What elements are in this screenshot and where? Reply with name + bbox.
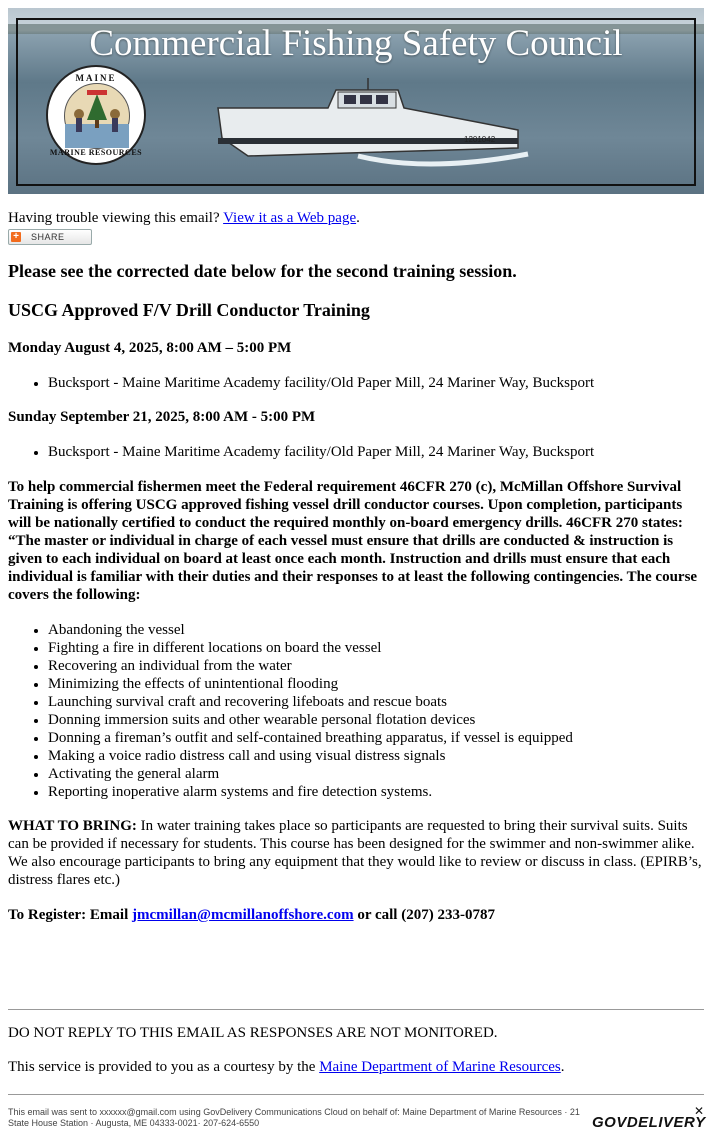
bring-text: In water training takes place so participants are requested to bring their survival suits. Suits can be provided if necessary for students. This course has been designed for the swimmer and non-swimmer alike. We also encourage participants to bring any equipment that they would like to review or discuss in class. (EPIRB’s, distress flares etc.) [8,818,702,888]
share-label: SHARE [31,232,65,242]
session1-location-list [8,374,704,392]
govdelivery-logo[interactable] [592,1104,704,1134]
topic-item: • Donning a fireman’s outfit and self-contained breathing apparatus, if vessel is equipped [48,729,704,747]
footer-divider-top [8,1009,704,1010]
trouble-text: Having trouble viewing this email? [8,210,220,226]
courtesy-text: This service is provided to you as a courtesy by the [8,1059,320,1075]
header-banner [8,8,704,194]
trouble-viewing-line [8,210,360,227]
banner-title: Commercial Fishing Safety Council [89,23,623,64]
register-label: To Register: Email [8,907,133,923]
register-email-link[interactable]: jmcmillan@mcmillanoffshore.com [132,907,354,923]
footer-divider-bottom [8,1094,704,1095]
share-button[interactable] [8,229,92,245]
lobster-boat-image [208,78,548,168]
topics-list [8,621,704,801]
plus-icon: + [11,232,21,242]
seal-bottom-text: MARINE RESOURCES [49,148,143,157]
maine-marine-resources-seal [46,65,146,165]
topic-item: • Recovering an individual from the water [48,657,704,675]
session2-location: • Bucksport - Maine Maritime Academy facility/Old Paper Mill, 24 Mariner Way, Bucksport [48,443,704,461]
no-reply-notice: DO NOT REPLY TO THIS EMAIL AS RESPONSES ARE NOT MONITORED. [8,1025,498,1041]
bring-label: WHAT TO BRING: [8,818,137,834]
view-web-page-link[interactable]: View it as a Web page [223,210,357,226]
topic-item: • Making a voice radio distress call and using visual distress signals [48,747,704,765]
course-intro: To help commercial fishermen meet the Federal requirement 46CFR 270 (c), McMillan Offshore Survival Training is offering USCG approved fishing vessel drill conductor courses. Upon completion, participants will be nationally certified to conduct the required monthly on-board emergency drills. 46CFR 270 states: “The master or individual in charge of each vessel must ensure that drills are conducted & instruction is given to each individual on board at least once each month. Instruction and drills must ensure that each individual is familiar with their duties and their responses to at least the following contingencies. The course covers the following: [8,479,698,603]
topic-item: • Minimizing the effects of unintentional flooding [48,675,704,693]
seal-top-text: MAINE [75,73,117,83]
session1-location: • Bucksport - Maine Maritime Academy facility/Old Paper Mill, 24 Mariner Way, Bucksport [48,374,704,392]
session2-date: Sunday September 21, 2025, 8:00 AM - 5:00 PM [8,409,316,425]
email-body [8,262,704,924]
govdelivery-mark-icon: ✕ [693,1104,704,1118]
register-phone: or call (207) 233-0787 [353,907,495,923]
correction-notice: Please see the corrected date below for the second training session. [8,261,517,281]
session1-date: Monday August 4, 2025, 8:00 AM – 5:00 PM [8,340,292,356]
topic-item: • Activating the general alarm [48,765,704,783]
govdelivery-logo-text: GOVDELIVERY [592,1114,706,1131]
maine-dmr-link[interactable]: Maine Department of Marine Resources [319,1059,561,1075]
topic-item: • Abandoning the vessel [48,621,704,639]
courtesy-line [8,1059,565,1076]
fine-print: This email was sent to xxxxxx@gmail.com using GovDelivery Communications Cloud on behalf of: Maine Department of Marine Resources · 21 State House Station · Augusta, ME 04333-0021· 207-624-6550 [8,1107,580,1128]
courtesy-end: . [560,1059,565,1075]
topic-item: • Donning immersion suits and other wearable personal flotation devices [48,711,704,729]
session2-location-list [8,443,704,461]
course-title: USCG Approved F/V Drill Conductor Training [8,300,370,320]
boat-number: 1201042 [464,135,496,144]
seal-tree-icon [65,84,129,148]
seal-emblem [64,83,130,149]
what-to-bring [8,817,704,889]
topic-item: • Launching survival craft and recovering lifeboats and rescue boats [48,693,704,711]
topic-item: • Reporting inoperative alarm systems and fire detection systems. [48,783,704,801]
register-line [8,906,704,924]
trouble-end: . [356,210,360,226]
topic-item: • Fighting a fire in different locations on board the vessel [48,639,704,657]
